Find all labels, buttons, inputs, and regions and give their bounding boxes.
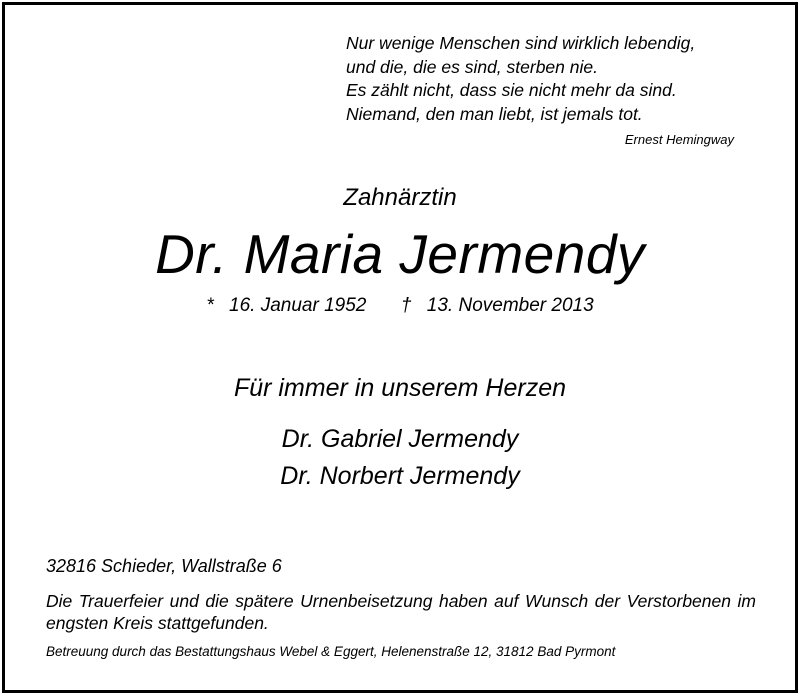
mourner-name: Dr. Norbert Jermendy <box>280 462 520 490</box>
death-symbol: † <box>400 295 412 316</box>
death-date: 13. November 2013 <box>426 295 594 316</box>
deceased-name: Dr. Maria Jermendy <box>155 223 645 285</box>
deceased-profession: Zahnärztin <box>343 184 457 211</box>
funeral-notice: Die Trauerfeier und die spätere Urnenbeisetzung haben auf Wunsch der Verstorbenen im engsten Kreis stattgefunden. <box>46 591 756 633</box>
poem-line: und die, die es sind, sterben nie. <box>346 56 598 77</box>
poem-author: Ernest Hemingway <box>624 132 734 147</box>
funeral-home-info: Betreuung durch das Bestattungshaus Webel & Eggert, Helenenstraße 12, 31812 Bad Pyrmont <box>46 644 616 659</box>
life-dates <box>0 295 800 317</box>
poem-line: Niemand, den man liebt, ist jemals tot. <box>346 103 643 124</box>
family-address: 32816 Schieder, Wallstraße 6 <box>46 556 282 576</box>
poem-line: Nur wenige Menschen sind wirklich lebendig, <box>346 33 696 53</box>
birth-date: 16. Januar 1952 <box>229 295 367 316</box>
birth-symbol: * <box>206 295 214 316</box>
mourner-name: Dr. Gabriel Jermendy <box>281 425 519 453</box>
poem-line: Es zählt nicht, dass sie nicht mehr da sind. <box>346 80 677 100</box>
memorial-motto: Für immer in unserem Herzen <box>233 374 567 402</box>
poem-quote <box>346 32 766 126</box>
